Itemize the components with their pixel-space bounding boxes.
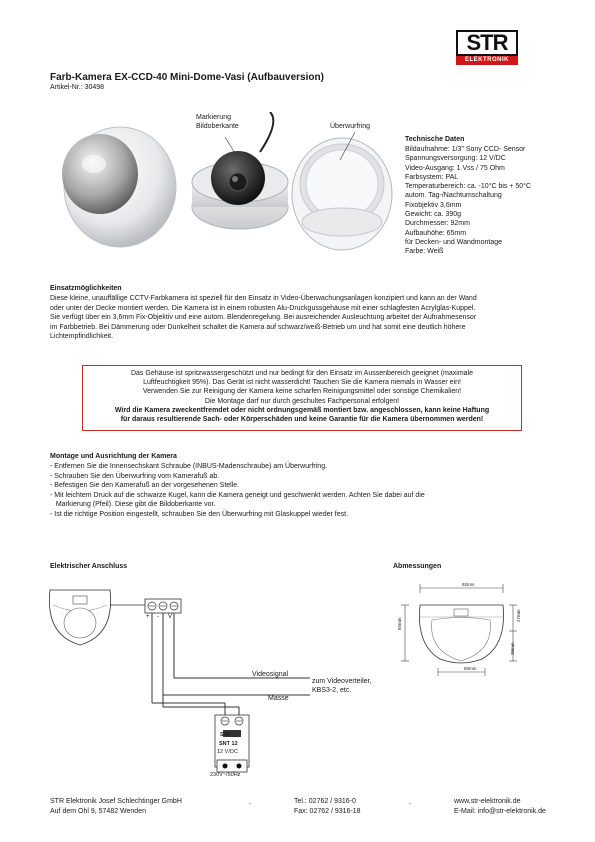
footer-fax: Fax: 02762 / 9316-18 (294, 808, 361, 815)
footer-email-link[interactable]: E-Mail: info@str-elektronik.de (454, 808, 546, 815)
footer-tel: Tel.: 02762 / 9316-0 (294, 798, 356, 805)
warning-bold-line: für daraus resultierende Sach- oder Körperschäden und keine Garantie für die Kamera übernommen werden! (120, 416, 484, 424)
warning-line: Die Montage darf nur durch geschultes Fachpersonal erfolgen! (204, 397, 400, 405)
einsatz-line: Diese kleine, unauffällige CCTV-Farbkamera ist speziell für den Einsatz in Video-Überwachungsanlagen konzipiert und kann an der Wand (50, 295, 477, 302)
footer-company (50, 797, 182, 817)
spec-line: Aufbauhöhe: 65mm (405, 229, 467, 237)
videosignal-label: Videosignal (252, 671, 289, 678)
montage-heading: Montage und Ausrichtung der Kamera (50, 453, 177, 460)
specs-list (405, 145, 575, 257)
warning-line: Luftfeuchtigkeit 95%). Das Gerät ist nicht wasserdicht! Tauchen Sie die Kamera niemals in Wasser ein! (143, 379, 461, 387)
footer-company-name: STR Elektronik Josef Schlechtinger GmbH (50, 798, 182, 805)
spec-line: Video-Ausgang: 1 Vss / 75 Ohm (405, 164, 505, 172)
footer-web-link[interactable]: www.str-elektronik.de (454, 798, 521, 805)
dim-height-total: 65mm (397, 617, 402, 630)
montage-step: Markierung (Pfeil). Diese gibt die Bildoberkante vor. (50, 501, 216, 509)
montage-step: - Schrauben Sie den Überwurfring vom Kamerafuß ab. (50, 472, 220, 480)
montage-list (50, 462, 425, 520)
label-ueberwurfring: Überwurfring (330, 123, 371, 130)
dim-width-top: 92mm (462, 582, 475, 587)
einsatz-line: im Farbbetrieb. Bei Dämmerung oder Dunkelheit schaltet die Kamera auf schwarz/weiß-Betrieb um und hat somit eine deutlich höhere (50, 323, 466, 331)
terminal-plus-label: + (146, 614, 150, 620)
kbs-label: KBS3-2, etc. (312, 687, 352, 694)
spec-line: Fixobjektiv 3,6mm (405, 201, 462, 209)
montage-step: - Entfernen Sie die Innensechskant Schraube (INBUS-Madenschraube) am Überwurfring. (50, 463, 328, 470)
einsatz-line: Sie verfügt über ein 3,6mm Fix-Objektiv und eine autom. Blendenregelung. Bei ausreichender Ausleuchtung arbeitet der Aufnahmesensor (50, 314, 477, 322)
terminal-video-label: V (168, 614, 173, 620)
footer-address: Auf dem Ohl 9, 57482 Wenden (50, 808, 146, 815)
product-photo-illustration (50, 112, 395, 262)
einsatz-line: Lichtempfindlichkeit. (50, 333, 114, 341)
anschluss-heading: Elektrischer Anschluss (50, 563, 128, 570)
spec-line: Temperaturbereich: ca. -10°C bis + 50°C (405, 183, 532, 191)
montage-step: - Befestigen Sie den Kamerafuß an der vorgesehenen Stelle. (50, 482, 240, 490)
spec-line: Farbe: Weiß (405, 248, 444, 256)
logo-sub-label: ELEKTRONIK (456, 56, 518, 65)
footer-contact (454, 797, 546, 817)
spec-line: autom. Tag-/Nachtumschaltung (405, 192, 502, 200)
wiring-diagram (45, 575, 355, 795)
einsatz-paragraph (50, 294, 570, 342)
article-number: Artikel-Nr.: 30498 (50, 84, 105, 91)
warning-box (82, 365, 522, 431)
footer-sep-2: . (409, 799, 411, 806)
einsatz-heading: Einsatzmöglichkeiten (50, 285, 122, 292)
spec-line: Durchmesser: 92mm (405, 220, 470, 228)
spec-line: Farbsystem: PAL (405, 173, 459, 181)
company-logo (456, 30, 518, 68)
dim-height-upper: 27mm (516, 609, 521, 622)
psu-logo: STR (220, 732, 230, 738)
psu-input: 230V~/50Hz (210, 772, 241, 778)
spec-line: Gewicht: ca. 390g (405, 211, 462, 219)
wiring-diagram-svg (45, 575, 355, 795)
abmessungen-heading: Abmessungen (393, 563, 442, 570)
footer-sep-1: . (249, 799, 251, 806)
montage-step: - Mit leichtem Druck auf die schwarze Kugel, kann die Kamera geneigt und geschwenkt werden. Achten Sie dabei auf die (50, 491, 425, 499)
footer-phone (294, 797, 361, 817)
dim-height-lower: 38mm (510, 642, 515, 655)
psu-model: SNT 12 (219, 741, 238, 747)
masse-label: Masse (268, 695, 289, 702)
psu-voltage: 12 V/DC (217, 749, 238, 755)
spec-line: Bildaufnahme: 1/3" Sony CCD- Sensor (405, 146, 526, 153)
product-photo (50, 112, 395, 262)
warning-line: Verwenden Sie zur Reinigung der Kamera keine scharfen Reinigungsmittel oder sonstige Chemikalien! (142, 388, 462, 396)
videoverteiler-label: zum Videoverteiler, (312, 678, 372, 685)
warning-bold-line: Wird die Kamera zweckentfremdet oder nicht ordnungsgemäß montiert bzw. angeschlossen, kann keine Haftung (114, 406, 490, 414)
specs-heading: Technische Daten (405, 136, 465, 143)
dim-width-bottom: 60mm (464, 666, 477, 671)
terminal-minus-label: - (157, 614, 159, 620)
montage-step: - Ist die richtige Position eingestellt, schrauben Sie den Überwurfring mit Glaskuppel wieder fest. (50, 510, 349, 518)
einsatz-line: oder unter der Decke montiert werden. Die Kamera ist in einem robusten Alu-Druckgussgehäuse mit einer schlagfesten Acrylglas-Kuppel. (50, 304, 476, 312)
spec-line: für Decken- und Wandmontage (405, 238, 503, 246)
label-bildoberkante: Bildoberkante (196, 123, 239, 130)
logo-letters: STR (456, 30, 518, 56)
page-title: Farb-Kamera EX-CCD-40 Mini-Dome-Vasi (Aufbauversion) (50, 72, 324, 83)
spec-line: Spannungsversorgung: 12 V/DC (405, 155, 506, 163)
label-markierung: Markierung (196, 114, 232, 121)
warning-line: Das Gehäuse ist spritzwassergeschützt und nur bedingt für den Einsatz im Aussenbereich geeignet (maximale (130, 370, 473, 377)
